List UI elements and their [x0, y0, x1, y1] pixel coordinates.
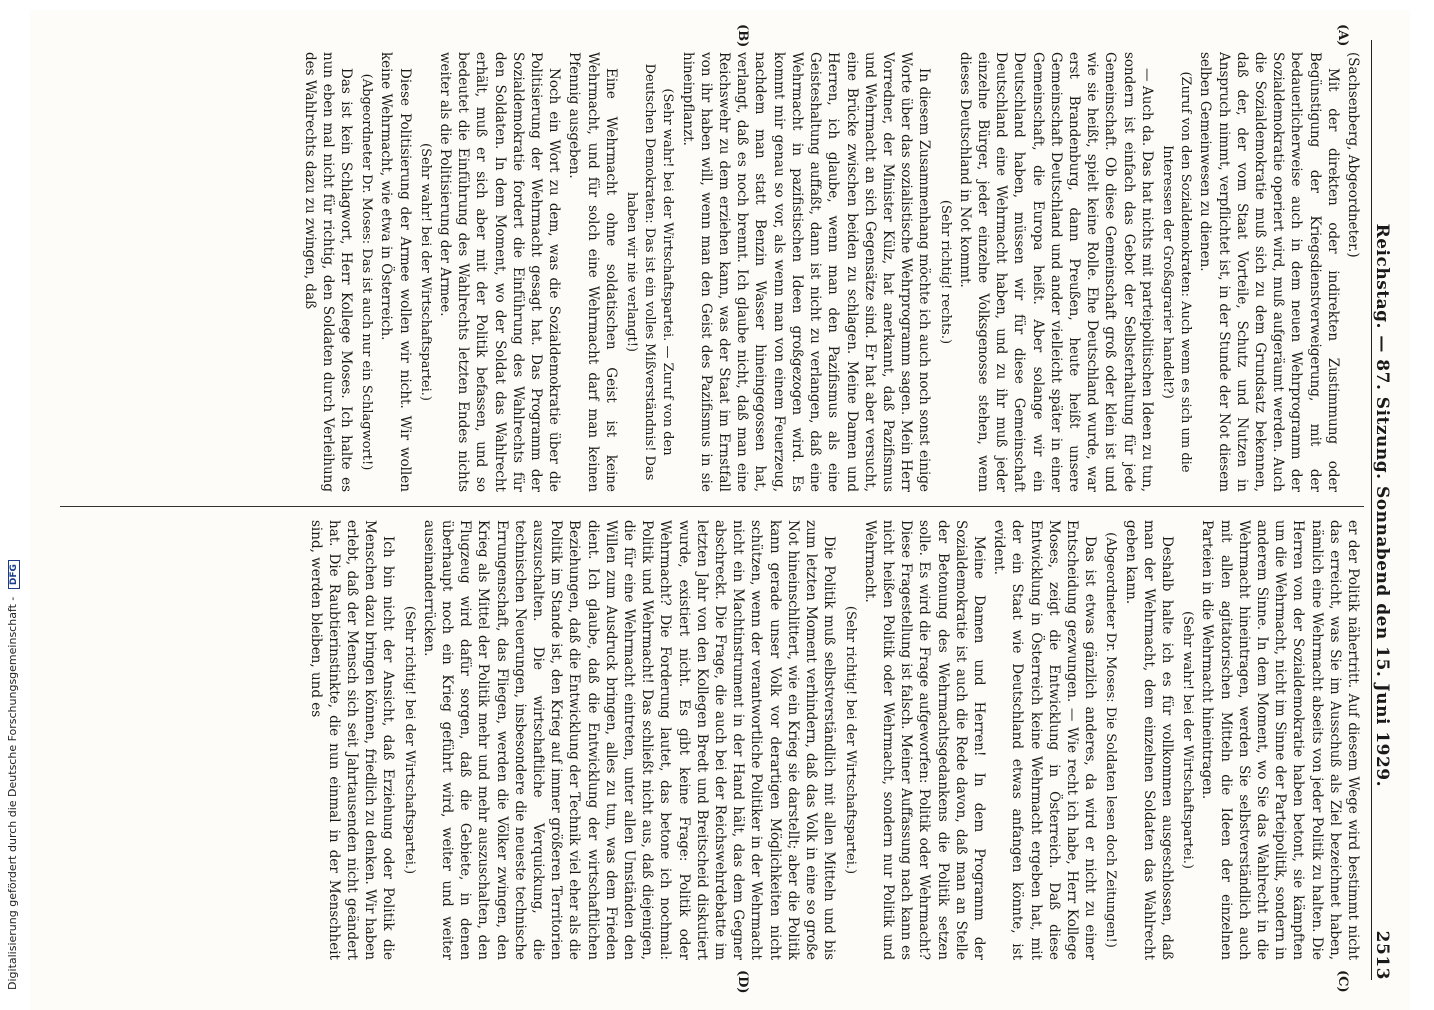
paragraph: (Sehr wahr! bei der Wirtschaftspartei.) — [417, 143, 433, 401]
paragraph: Diese Politisierung der Armee wollen wir nicht. Wir wollen keine Wehrmacht, wie etwa in Österreich. — [378, 52, 413, 492]
document-page — [30, 10, 1410, 1010]
paragraph: Ich bin nicht der Ansicht, daß Erziehung oder Politik die Menschen dazu bringen können, friedlich zu denken. Wir haben erlebt, daß der Mensch sich seit Jahrtausenden nicht geändert hat. Die Raubtierinstinkte, die nun einmal in der Menschheit sind, werden bleiben, und es — [307, 520, 397, 960]
paragraph: (Sachsenberg, Abgeordneter.) — [1345, 52, 1361, 258]
paragraph: (Sehr richtig! bei der Wirtschaftspartei.) — [401, 605, 417, 875]
paragraph: (Sehr richtig! rechts.) — [937, 199, 953, 345]
page-title: Reichstag. — 87. Sitzung. Sonnabend den 15. Juni 1929. — [1372, 223, 1392, 788]
paragraph: (Zuruf von den Sozialdemokraten: Auch wenn es sich um die Interessen der Großagrarier handelt?) — [1159, 71, 1194, 473]
margin-marker-d: (D) — [735, 970, 750, 994]
paragraph: Das ist kein Schlagwort, Herr Kollege Moses. Ich halte es nun eben mal nicht für richtig, den Soldaten durch Verleihung des Wahlrechts dazu zu zwingen, daß — [301, 52, 355, 492]
paragraph: (Sehr richtig! bei der Wirtschaftspartei.) — [842, 605, 858, 875]
margin-marker-b: (B) — [735, 24, 750, 48]
paragraph: Mit der direkten oder indirekten Zustimmung oder Begünstigung der Kriegsdienstverweigerung, mit der bedauerlicherweise auch in dem neuen Wehrprogramm der Sozialdemokratie operiert wird, muß aufgeräumt werden. Auch die Sozialdemokratie muß sich zu dem Grundsatz bekennen, daß der, der vom Staat Vorteile, Schutz und Nutzen in Anspruch nimmt, verpflichtet ist, in der Stunde der Not diesem selben Gemeinwesen zu dienen. — [1197, 52, 1341, 492]
digitization-note-text: Digitalisierung gefördert durch die Deutsche Forschungsgemeinschaft - — [6, 596, 19, 990]
paragraph: Die Politik muß selbstverständlich mit allen Mitteln und bis zum letzten Moment verhindern, daß das Volk in eine so große Not hineinschlittert, wie ein Krieg sie darstellt; aber die Politik kann gerade unser Volk vor derartigen Möglichkeiten nicht schützen, wenn der verantwortliche Politiker in der Wehrmacht nicht ein Machtinstrument in der Hand hält, das dem Gegner abschreckt. Die Frage, die auch bei der Reichswehrdebatte im letzten Jahr von den Kollegen Bredt und Breitscheid diskutiert wurde, existiert nicht. Es gibt keine Frage: Politik oder Wehrmacht? Die Forderung lautet, das betone ich nochmal: Politik und Wehrmacht! Das schließt nicht aus, daß diejenigen, die für eine Wehrmacht eintreten, unter allen Umständen den Willen zum Ausdruck bringen, alles zu tun, was dem Frieden dient. Ich glaube, daß die Entwicklung der wirtschaftlichen Beziehungen, daß die Entwicklung der Technik viel eher als die Politik im Stande ist, den Krieg auf immer größeren Territorien auszuschalten. Die wirtschaftliche Verquickung, die technischen Neuerungen, insbesondere die neueste technische Errungenschaft, das Fliegen, werden die Völker zwingen, den Krieg als Mittel der Politik mehr und mehr auszuschalten, den Flugzeug wird dafür sorgen, daß die Gebiete, in denen überhaupt noch ein Krieg geführt wird, weiter und weiter auseinanderrücken. — [420, 520, 838, 960]
paragraph: In diesem Zusammenhang möchte ich auch noch sonst einige Worte über das sozialistische Wehrprogramm sagen. Mein Herr Vorredner, der Minister Külz, hat anerkannt, daß Pazifismus und Wehrmacht an sich Gegensätze sind. Er hat aber versucht, eine Brücke zwischen beiden zu schlagen. Meine Damen und Herren, ich glaube, wenn man den Pazifismus als eine Geisteshaltung auffaßt, dann ist nicht zu verlangen, daß eine Wehrmacht in pazifistischen Ideen großgezogen wird. Es kommt mir genau so vor, als wenn man von einem Feuerzeug, nachdem man statt Benzin Wasser hineingegossen hat, verlangt, daß es noch brennt. Ich glaube nicht, daß man eine Reichswehr zu dem erziehen kann, was der Staat im Ernstfall von ihr haben will, wenn man den Geist des Pazifismus in sie hineinpflanzt. — [679, 52, 933, 492]
paragraph: Eine Wehrmacht ohne soldatischen Geist ist keine Wehrmacht, und für solch eine Wehrmacht darf man keinen Pfennig ausgeben. — [566, 52, 619, 492]
paragraph: — Auch da. Das hat nichts mit parteipolitischen Ideen zu tun, sondern ist einfach das Gebot der Selbsterhaltung für jede Gemeinschaft. Ob diese Gemeinschaft groß oder klein ist und wie sie heißt, spielt keine Rolle. Ehe Deutschland wurde, war erst Brandenburg, dann Preußen, heute heißt unsere Gemeinschaft Deutschland und ander vielleicht später in einer Gemeinschaft, die Europa heißt. Aber solange wir ein Deutschland haben, müssen wir für diese Gemeinschaft Deutschland eine Wehrmacht haben, und zu ihr muß jeder einzelne Bürger, jeder einzelne Volksgenosse stehen, wenn dieses Deutschland in Not kommt. — [956, 52, 1155, 492]
paragraph: Das ist etwas gänzlich anderes, da wird er nicht zu einer Entscheidung gezwungen. — Wie recht ich habe, Herr Kollege Moses, zeigt die Entwicklung in Österreich. Daß diese Entwicklung in Österreich keine Wehrmacht ergeben hat, mit der ein Staat wie Deutschland etwas anfangen könnte, ist evident. — [991, 520, 1099, 960]
paragraph: Deshalb halte ich es für vollkommen ausgeschlossen, daß man der Wehrmacht, dem einzelnen Soldaten das Wahlrecht geben kann. — [1122, 520, 1175, 960]
paragraph: er der Politik nähertritt. Auf diesem Wege wird bestimmt nicht das erreicht, was Sie im Ausschuß als Ziel bezeichnet haben, nämlich eine Wehrmacht abseits von jeder Politik zu halten. Die Herren von der Sozialdemokratie haben betont, sie kämpften um die Wehrmacht, nicht im Sinne der Parteipolitik, sondern in anderem Sinne. In dem Moment, wo Sie das Wahlrecht in die Wehrmacht hineintragen, werden Sie selbstverständlich auch mit allen agitatorischen Mitteln die Ideen der einzelnen Parteien in die Wehrmacht hineintragen. — [1199, 520, 1361, 960]
page-number: 2513 — [1372, 930, 1392, 980]
margin-marker-a: (A) — [1335, 24, 1350, 47]
digitization-note — [6, 0, 26, 990]
paragraph: (Abgeordneter Dr. Moses: Das ist auch nur ein Schlagwort!) — [359, 73, 375, 471]
paragraph: Noch ein Wort zu dem, was die Sozialdemokratie über die Politisierung der Wehrmacht gesagt hat. Das Programm der Sozialdemokratie fordert die Einführung des Wahlrechts für den Soldaten. In dem Moment, wo der Soldat das Wahlrecht erhält, muß er sich aber mit der Politik befassen, und so bedeutet die Einführung des Wahlrechts letzten Endes nichts weiter als die Politisierung der Armee. — [437, 52, 563, 492]
column-divider — [60, 506, 1364, 507]
dfg-logo: DFG — [8, 560, 20, 589]
paragraph: (Sehr wahr! bei der Wirtschaftspartei. — Zuruf von den Deutschen Demokraten: Das ist ein volles Mißverständnis! Das haben wir nie verlangt!) — [624, 63, 676, 481]
paragraph: (Sehr wahr! bei der Wirtschaftspartei.) — [1180, 611, 1196, 869]
page-header — [1371, 40, 1398, 980]
paragraph: Meine Damen und Herren! In dem Programm der Sozialdemokratie ist auch die Rede davon, daß man an Stelle der Betonung des Wehrmachtsgedankens die Politik setzen solle. Es wird die Frage aufgeworfen: Politik oder Wehrmacht? Diese Fragestellung ist falsch. Meiner Auffassung nach kann es nicht heißen Politik oder Wehrmacht, sondern nur Politik und Wehrmacht. — [861, 520, 987, 960]
margin-marker-c: (C) — [1335, 970, 1350, 993]
paragraph: (Abgeordneter Dr. Moses: Die Soldaten lesen doch Zeitungen!) — [1103, 532, 1119, 948]
right-column — [60, 520, 1362, 960]
left-column — [60, 52, 1362, 492]
